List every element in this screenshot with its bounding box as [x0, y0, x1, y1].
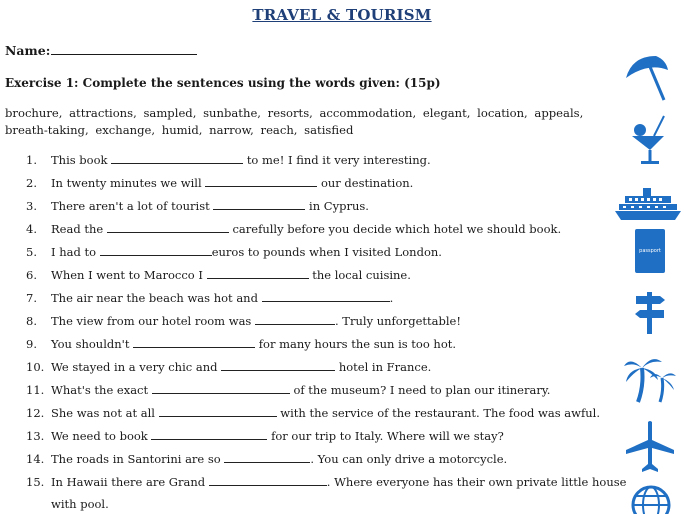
item-number: 11. [26, 383, 45, 397]
answer-blank[interactable] [262, 290, 390, 302]
sentence-item [0, 152, 610, 175]
answer-blank[interactable] [209, 474, 327, 486]
answer-blank[interactable] [224, 451, 310, 463]
item-text-after: carefully before you decide which hotel we should book. [232, 222, 562, 236]
item-text-before: We need to book [51, 429, 148, 443]
sentence-item [0, 382, 610, 405]
answer-blank[interactable] [255, 313, 335, 325]
name-label: Name: [5, 43, 51, 58]
item-text-before: When I went to Marocco I [51, 268, 203, 282]
answer-blank[interactable] [207, 267, 309, 279]
item-number: 10. [26, 360, 45, 374]
item-text-after: euros to pounds when I visited London. [211, 245, 442, 259]
item-text-after: of the museum? I need to plan our itinerary. [293, 383, 551, 397]
item-text-before: You shouldn't [51, 337, 130, 351]
item-text-before: Read the [51, 222, 104, 236]
item-text-after: . You can only drive a motorcycle. [310, 452, 508, 466]
item-text-before: In Hawaii there are Grand [51, 475, 206, 489]
item-text-before: This book [51, 153, 108, 167]
item-text-before: The roads in Santorini are so [51, 452, 221, 466]
item-text-after: . Where everyone has their own private little house [326, 475, 627, 489]
sentence-item [0, 198, 610, 221]
item-text-after: with the service of the restaurant. The food was awful. [280, 406, 600, 420]
item-number: 7. [26, 291, 37, 305]
cruise-ship-icon [613, 186, 683, 222]
item-text-after: . Truly unforgettable! [335, 314, 461, 328]
word-bank-line: brochure, attractions, sampled, sunbathe, resorts, accommodation, elegant, location, appeals, [5, 106, 584, 120]
sentence-item [0, 313, 610, 336]
passport-label: passport [639, 248, 661, 254]
item-number: 1. [26, 153, 37, 167]
worksheet-title: TRAVEL & TOURISM [252, 6, 432, 24]
answer-blank[interactable] [213, 198, 305, 210]
item-number: 15. [26, 475, 45, 489]
item-number: 9. [26, 337, 37, 351]
exercise-title: Exercise 1: Complete the sentences using the words given: (15p) [5, 76, 441, 90]
item-text-after: for many hours the sun is too hot. [258, 337, 457, 351]
answer-blank[interactable] [205, 175, 317, 187]
sentence-item [0, 267, 610, 290]
answer-blank[interactable] [133, 336, 255, 348]
answer-blank[interactable] [152, 382, 290, 394]
sentence-item [0, 405, 610, 428]
signpost-icon [632, 290, 668, 336]
answer-blank[interactable] [111, 152, 243, 164]
sentence-item [0, 221, 610, 244]
item-text-before: I had to [51, 245, 97, 259]
item-number: 5. [26, 245, 37, 259]
item-text-before: The air near the beach was hot and [51, 291, 258, 305]
item-text-before: We stayed in a very chic and [51, 360, 218, 374]
item-text-after: for our trip to Italy. Where will we stay? [271, 429, 504, 443]
item-text-before: There aren't a lot of tourist [51, 199, 210, 213]
word-bank-line: breath-taking, exchange, humid, narrow, reach, satisfied [5, 123, 354, 137]
item-text-after: the local cuisine. [312, 268, 411, 282]
item-number: 4. [26, 222, 37, 236]
palm-trees-icon [622, 352, 678, 404]
item-number: 14. [26, 452, 45, 466]
item-continuation: with pool. [51, 497, 109, 511]
beach-umbrella-icon [622, 52, 672, 104]
item-text-after: our destination. [320, 176, 414, 190]
sentence-item [0, 474, 627, 497]
sentence-item [0, 428, 610, 451]
sentence-item [0, 451, 610, 474]
item-number: 6. [26, 268, 37, 282]
sentence-item [0, 244, 610, 267]
item-text-after: in Cyprus. [309, 199, 369, 213]
item-text-after: hotel in France. [338, 360, 432, 374]
name-field [5, 43, 197, 58]
answer-blank[interactable] [151, 428, 267, 440]
answer-blank[interactable] [107, 221, 229, 233]
answer-blank[interactable] [100, 244, 212, 256]
name-blank-line[interactable] [51, 43, 197, 55]
item-text-before: In twenty minutes we will [51, 176, 202, 190]
answer-blank[interactable] [159, 405, 277, 417]
item-text-after: to me! I find it very interesting. [246, 153, 431, 167]
item-text-before: The view from our hotel room was [51, 314, 252, 328]
sentence-item [0, 336, 610, 359]
item-number: 8. [26, 314, 37, 328]
item-text-before: She was not at all [51, 406, 155, 420]
item-number: 12. [26, 406, 45, 420]
sentence-item [0, 175, 610, 198]
word-bank [5, 105, 590, 139]
sentence-item [0, 359, 610, 382]
item-text-before: What's the exact [51, 383, 149, 397]
airplane-icon [624, 420, 676, 474]
answer-blank[interactable] [221, 359, 335, 371]
passport-icon [634, 228, 666, 274]
item-text-after: . [389, 291, 394, 305]
item-number: 13. [26, 429, 45, 443]
globe-icon [630, 484, 672, 514]
sentence-item [0, 290, 610, 313]
item-number: 3. [26, 199, 37, 213]
item-number: 2. [26, 176, 37, 190]
cocktail-icon [630, 114, 670, 168]
